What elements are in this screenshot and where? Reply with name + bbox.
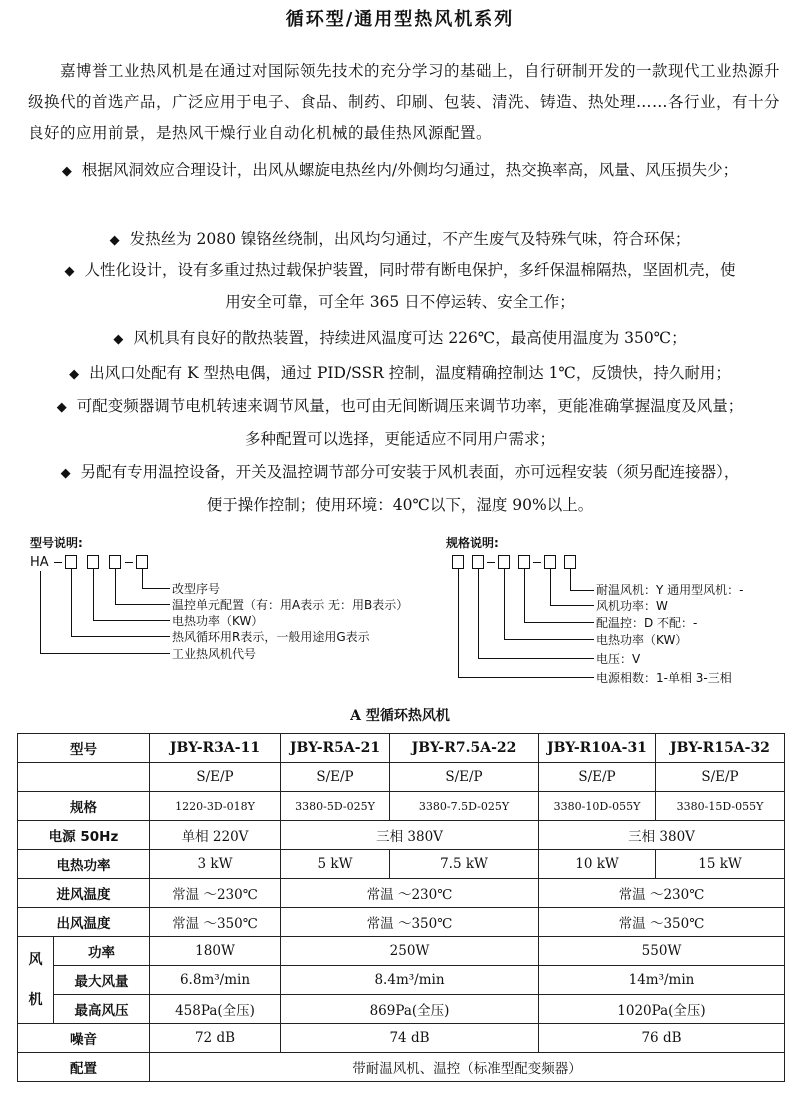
- model-cell: JBY-R5A-21: [281, 734, 390, 763]
- connector: [71, 569, 72, 636]
- fan-group-char: 风: [28, 952, 43, 968]
- code-box: [87, 555, 99, 569]
- dash: [533, 562, 541, 563]
- code-box: [472, 555, 484, 569]
- max-airflow-cell: 8.4m³/min: [281, 966, 539, 995]
- spec-cell: 3380-15D-055Y: [656, 792, 785, 821]
- connector: [478, 569, 479, 658]
- variant-cell: S/E/P: [539, 763, 656, 792]
- code-box: [564, 555, 576, 569]
- heating-power-cell: 15 kW: [656, 850, 785, 879]
- max-pressure-cell: 458Pa(全压): [150, 995, 281, 1024]
- power-supply-cell: 三相 380V: [281, 821, 539, 850]
- config-cell: 带耐温风机、温控（标准型配变频器）: [150, 1053, 785, 1082]
- table-row: [18, 966, 785, 995]
- table-row: [18, 763, 785, 792]
- connector: [71, 636, 170, 637]
- table-row: [18, 879, 785, 908]
- code-box: [498, 555, 510, 569]
- dash: [487, 562, 495, 563]
- model-label: 改型序号: [172, 582, 221, 596]
- feature-item: ◆ 出风口处配有 K 型热电偶，通过 PID/SSR 控制，温度精确控制达 1℃，反馈快，持久耐用；: [69, 364, 731, 382]
- connector: [570, 590, 594, 591]
- row-label-fan-power: 功率: [54, 937, 150, 966]
- fan-group-char: 机: [28, 992, 43, 1008]
- feature-item-continuation: 用安全可靠，可全年 365 日不停运转、安全工作；: [225, 293, 575, 311]
- dash: [54, 562, 62, 563]
- max-airflow-cell: 6.8m³/min: [150, 966, 281, 995]
- max-pressure-cell: 869Pa(全压): [281, 995, 539, 1024]
- connector: [504, 639, 594, 640]
- feature-item: ◆ 发热丝为 2080 镍铬丝绕制，出风均匀通过，不产生废气及特殊气味，符合环保；: [109, 230, 691, 248]
- code-box: [544, 555, 556, 569]
- inlet-temp-cell: 常温 ～230℃: [281, 879, 539, 908]
- table-row: [18, 908, 785, 937]
- spec-cell: 1220-3D-018Y: [150, 792, 281, 821]
- heating-power-cell: 10 kW: [539, 850, 656, 879]
- model-cell: JBY-R10A-31: [539, 734, 656, 763]
- outlet-temp-cell: 常温 ～350℃: [281, 908, 539, 937]
- inlet-temp-cell: 常温 ～230℃: [150, 879, 281, 908]
- diamond-bullet-icon: ◆: [64, 264, 75, 279]
- variant-cell: S/E/P: [390, 763, 539, 792]
- diamond-bullet-icon: ◆: [56, 400, 67, 415]
- spec-label: 风机功率：W: [596, 599, 668, 613]
- page-title: 循环型/通用型热风机系列: [285, 9, 515, 30]
- row-label-inlet-temp: 进风温度: [18, 879, 150, 908]
- table-row: [18, 821, 785, 850]
- fan-power-cell: 180W: [150, 937, 281, 966]
- variant-cell: S/E/P: [281, 763, 390, 792]
- row-label-config: 配置: [18, 1053, 150, 1082]
- connector: [142, 569, 143, 588]
- connector: [550, 605, 594, 606]
- connector: [458, 677, 594, 678]
- diamond-bullet-icon: ◆: [60, 466, 71, 481]
- row-label-max-airflow: 最大风量: [54, 966, 150, 995]
- variant-cell: S/E/P: [150, 763, 281, 792]
- connector: [93, 569, 94, 620]
- spec-label: 电热功率（KW）: [596, 633, 688, 647]
- heating-power-cell: 3 kW: [150, 850, 281, 879]
- model-label: 温控单元配置（有：用A表示 无：用B表示）: [172, 598, 409, 612]
- connector: [458, 569, 459, 677]
- code-box: [518, 555, 530, 569]
- intro-paragraph: [28, 56, 788, 149]
- model-label: 工业热风机代号: [172, 647, 257, 661]
- connector: [524, 569, 525, 622]
- feature-item-continuation: 便于操作控制；使用环境：40℃以下，湿度 90%以上。: [206, 496, 594, 514]
- connector: [115, 569, 116, 604]
- row-label-noise: 噪音: [18, 1024, 150, 1053]
- diamond-bullet-icon: ◆: [69, 367, 80, 382]
- connector: [115, 604, 170, 605]
- model-label: 电热功率（KW）: [172, 614, 264, 628]
- spec-table: [17, 733, 785, 1082]
- row-label-max-pressure: 最高风压: [54, 995, 150, 1024]
- spec-label: 电压：V: [596, 652, 641, 666]
- connector: [524, 622, 594, 623]
- intro-text: 嘉博誉工业热风机是在通过对国际领先技术的充分学习的基础上，自行研制开发的一款现代工业热源升级换代的首选产品，广泛应用于电子、食品、制药、印刷、包装、清洗、铸造、热处理……各行业，有十分良好的应用前景，是热风干燥行业自动化机械的最佳热风源配置。: [28, 62, 781, 142]
- connector: [570, 569, 571, 590]
- connector: [478, 658, 594, 659]
- connector: [504, 569, 505, 639]
- heating-power-cell: 7.5 kW: [390, 850, 539, 879]
- spec-label: 电源相数：1-单相 3-三相: [596, 671, 732, 685]
- row-label-model: 型号: [18, 734, 150, 763]
- diamond-bullet-icon: ◆: [109, 233, 120, 248]
- code-box: [65, 555, 77, 569]
- feature-item: ◆ 风机具有良好的散热装置，持续进风温度可达 226℃，最高使用温度为 350℃；: [113, 329, 687, 347]
- connector: [550, 569, 551, 605]
- table-row: [18, 1053, 785, 1082]
- inlet-temp-cell: 常温 ～230℃: [539, 879, 785, 908]
- table-row: [18, 734, 785, 763]
- table-row: [18, 995, 785, 1024]
- diamond-bullet-icon: ◆: [61, 164, 72, 179]
- code-box: [136, 555, 148, 569]
- model-cell: JBY-R3A-11: [150, 734, 281, 763]
- feature-item: ◆ 人性化设计，设有多重过热过载保护装置，同时带有断电保护，多纤保温棉隔热，坚固机壳，使: [64, 261, 736, 279]
- model-cell: JBY-R7.5A-22: [390, 734, 539, 763]
- model-label: 热风循环用R表示，一般用途用G表示: [172, 630, 370, 644]
- table-row: [18, 850, 785, 879]
- fan-power-cell: 550W: [539, 937, 785, 966]
- dash: [125, 562, 133, 563]
- spec-label: 配温控：D 不配：-: [596, 616, 698, 630]
- spec-cell: 3380-5D-025Y: [281, 792, 390, 821]
- connector: [40, 653, 170, 654]
- max-airflow-cell: 14m³/min: [539, 966, 785, 995]
- spec-label: 耐温风机：Y 通用型风机：-: [596, 583, 744, 597]
- model-prefix: HA: [30, 555, 49, 570]
- table-caption: A 型循环热风机: [350, 708, 450, 724]
- code-box: [109, 555, 121, 569]
- feature-item: ◆ 另配有专用温控设备，开关及温控调节部分可安装于风机表面，亦可远程安装（须另配连接器），: [60, 463, 740, 481]
- max-pressure-cell: 1020Pa(全压): [539, 995, 785, 1024]
- diamond-bullet-icon: ◆: [113, 332, 124, 347]
- spec-cell: 3380-10D-055Y: [539, 792, 656, 821]
- fan-power-cell: 250W: [281, 937, 539, 966]
- power-supply-cell: 三相 380V: [539, 821, 785, 850]
- heating-power-cell: 5 kW: [281, 850, 390, 879]
- connector: [93, 620, 170, 621]
- empty-cell: [18, 763, 150, 792]
- spec-cell: 3380-7.5D-025Y: [390, 792, 539, 821]
- noise-cell: 74 dB: [281, 1024, 539, 1053]
- row-label-spec: 规格: [18, 792, 150, 821]
- row-label-fan-group: [18, 937, 54, 1024]
- power-supply-cell: 单相 220V: [150, 821, 281, 850]
- model-diagram-heading: 型号说明:: [30, 536, 83, 550]
- spec-diagram-heading: 规格说明:: [446, 536, 499, 550]
- row-label-power-supply: 电源 50Hz: [18, 821, 150, 850]
- feature-item-continuation: 多种配置可以选择，更能适应不同用户需求；: [244, 430, 555, 448]
- row-label-heating-power: 电热功率: [18, 850, 150, 879]
- row-label-outlet-temp: 出风温度: [18, 908, 150, 937]
- outlet-temp-cell: 常温 ～350℃: [150, 908, 281, 937]
- feature-item: ◆ 根据风洞效应合理设计，出风从螺旋电热丝内/外侧均匀通过，热交换率高，风量、风压损失少；: [61, 161, 739, 179]
- feature-item: ◆ 可配变频器调节电机转速来调节风量，也可由无间断调压来调节功率，更能准确掌握温度及风量；: [56, 397, 744, 415]
- code-box: [452, 555, 464, 569]
- model-cell: JBY-R15A-32: [656, 734, 785, 763]
- variant-cell: S/E/P: [656, 763, 785, 792]
- noise-cell: 76 dB: [539, 1024, 785, 1053]
- connector: [142, 588, 170, 589]
- table-row: [18, 792, 785, 821]
- table-row: [18, 1024, 785, 1053]
- connector: [40, 571, 41, 653]
- outlet-temp-cell: 常温 ～350℃: [539, 908, 785, 937]
- noise-cell: 72 dB: [150, 1024, 281, 1053]
- table-row: [18, 937, 785, 966]
